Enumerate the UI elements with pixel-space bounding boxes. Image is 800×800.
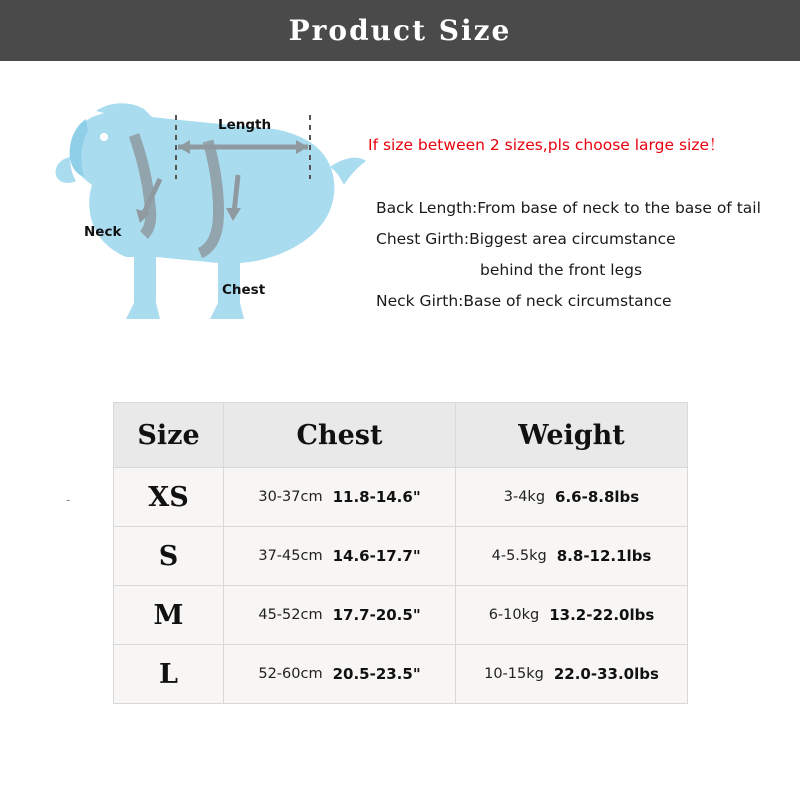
page-header [0,0,800,61]
table-row [114,586,688,645]
description-back-length: Back Length:From base of neck to the base of tail [376,199,761,217]
cell-size: XS [114,468,224,527]
weight-metric: 3-4kg [503,489,546,505]
table-header-row [114,403,688,468]
chest-imperial: 17.7-20.5" [332,606,421,624]
cell-weight [456,645,688,704]
label-length: Length [218,117,272,133]
dog-diagram-icon [30,71,370,361]
cell-weight [456,586,688,645]
chest-imperial: 14.6-17.7" [332,547,421,565]
table-row [114,645,688,704]
weight-metric: 4-5.5kg [491,548,547,564]
chest-imperial: 11.8-14.6" [332,488,421,506]
cell-weight [456,468,688,527]
weight-imperial: 13.2-22.0lbs [549,606,655,624]
weight-imperial: 6.6-8.8lbs [555,488,640,506]
table-row [114,527,688,586]
weight-imperial: 8.8-12.1lbs [556,547,652,565]
chest-metric: 30-37cm [258,489,323,505]
cell-chest [224,468,456,527]
table-body [114,468,688,704]
cell-chest [224,645,456,704]
weight-metric: 10-15kg [484,666,544,682]
description-chest-girth-cont: behind the front legs [480,261,643,279]
cell-size: S [114,527,224,586]
size-warning-note: If size between 2 sizes,pls choose large size！ [368,136,725,154]
chest-metric: 37-45cm [258,548,323,564]
label-neck: Neck [84,224,122,240]
table-head [114,403,688,468]
page-title: Product Size [288,14,512,47]
header-chest: Chest [224,403,456,468]
cell-size: L [114,645,224,704]
chest-metric: 52-60cm [258,666,323,682]
size-table-wrapper [113,402,687,704]
cell-weight [456,527,688,586]
table-row [114,468,688,527]
measurement-illustration [0,61,800,391]
weight-imperial: 22.0-33.0lbs [553,665,659,683]
cell-chest [224,527,456,586]
header-size: Size [114,403,224,468]
header-weight: Weight [456,403,688,468]
description-neck-girth: Neck Girth:Base of neck circumstance [376,292,672,310]
size-chart-table [113,402,688,704]
chest-metric: 45-52cm [258,607,323,623]
weight-metric: 6-10kg [488,607,540,623]
left-dash-mark: - [66,492,71,507]
description-chest-girth: Chest Girth:Biggest area circumstance [376,230,676,248]
chest-imperial: 20.5-23.5" [332,665,421,683]
cell-size: M [114,586,224,645]
cell-chest [224,586,456,645]
label-chest: Chest [222,282,266,298]
